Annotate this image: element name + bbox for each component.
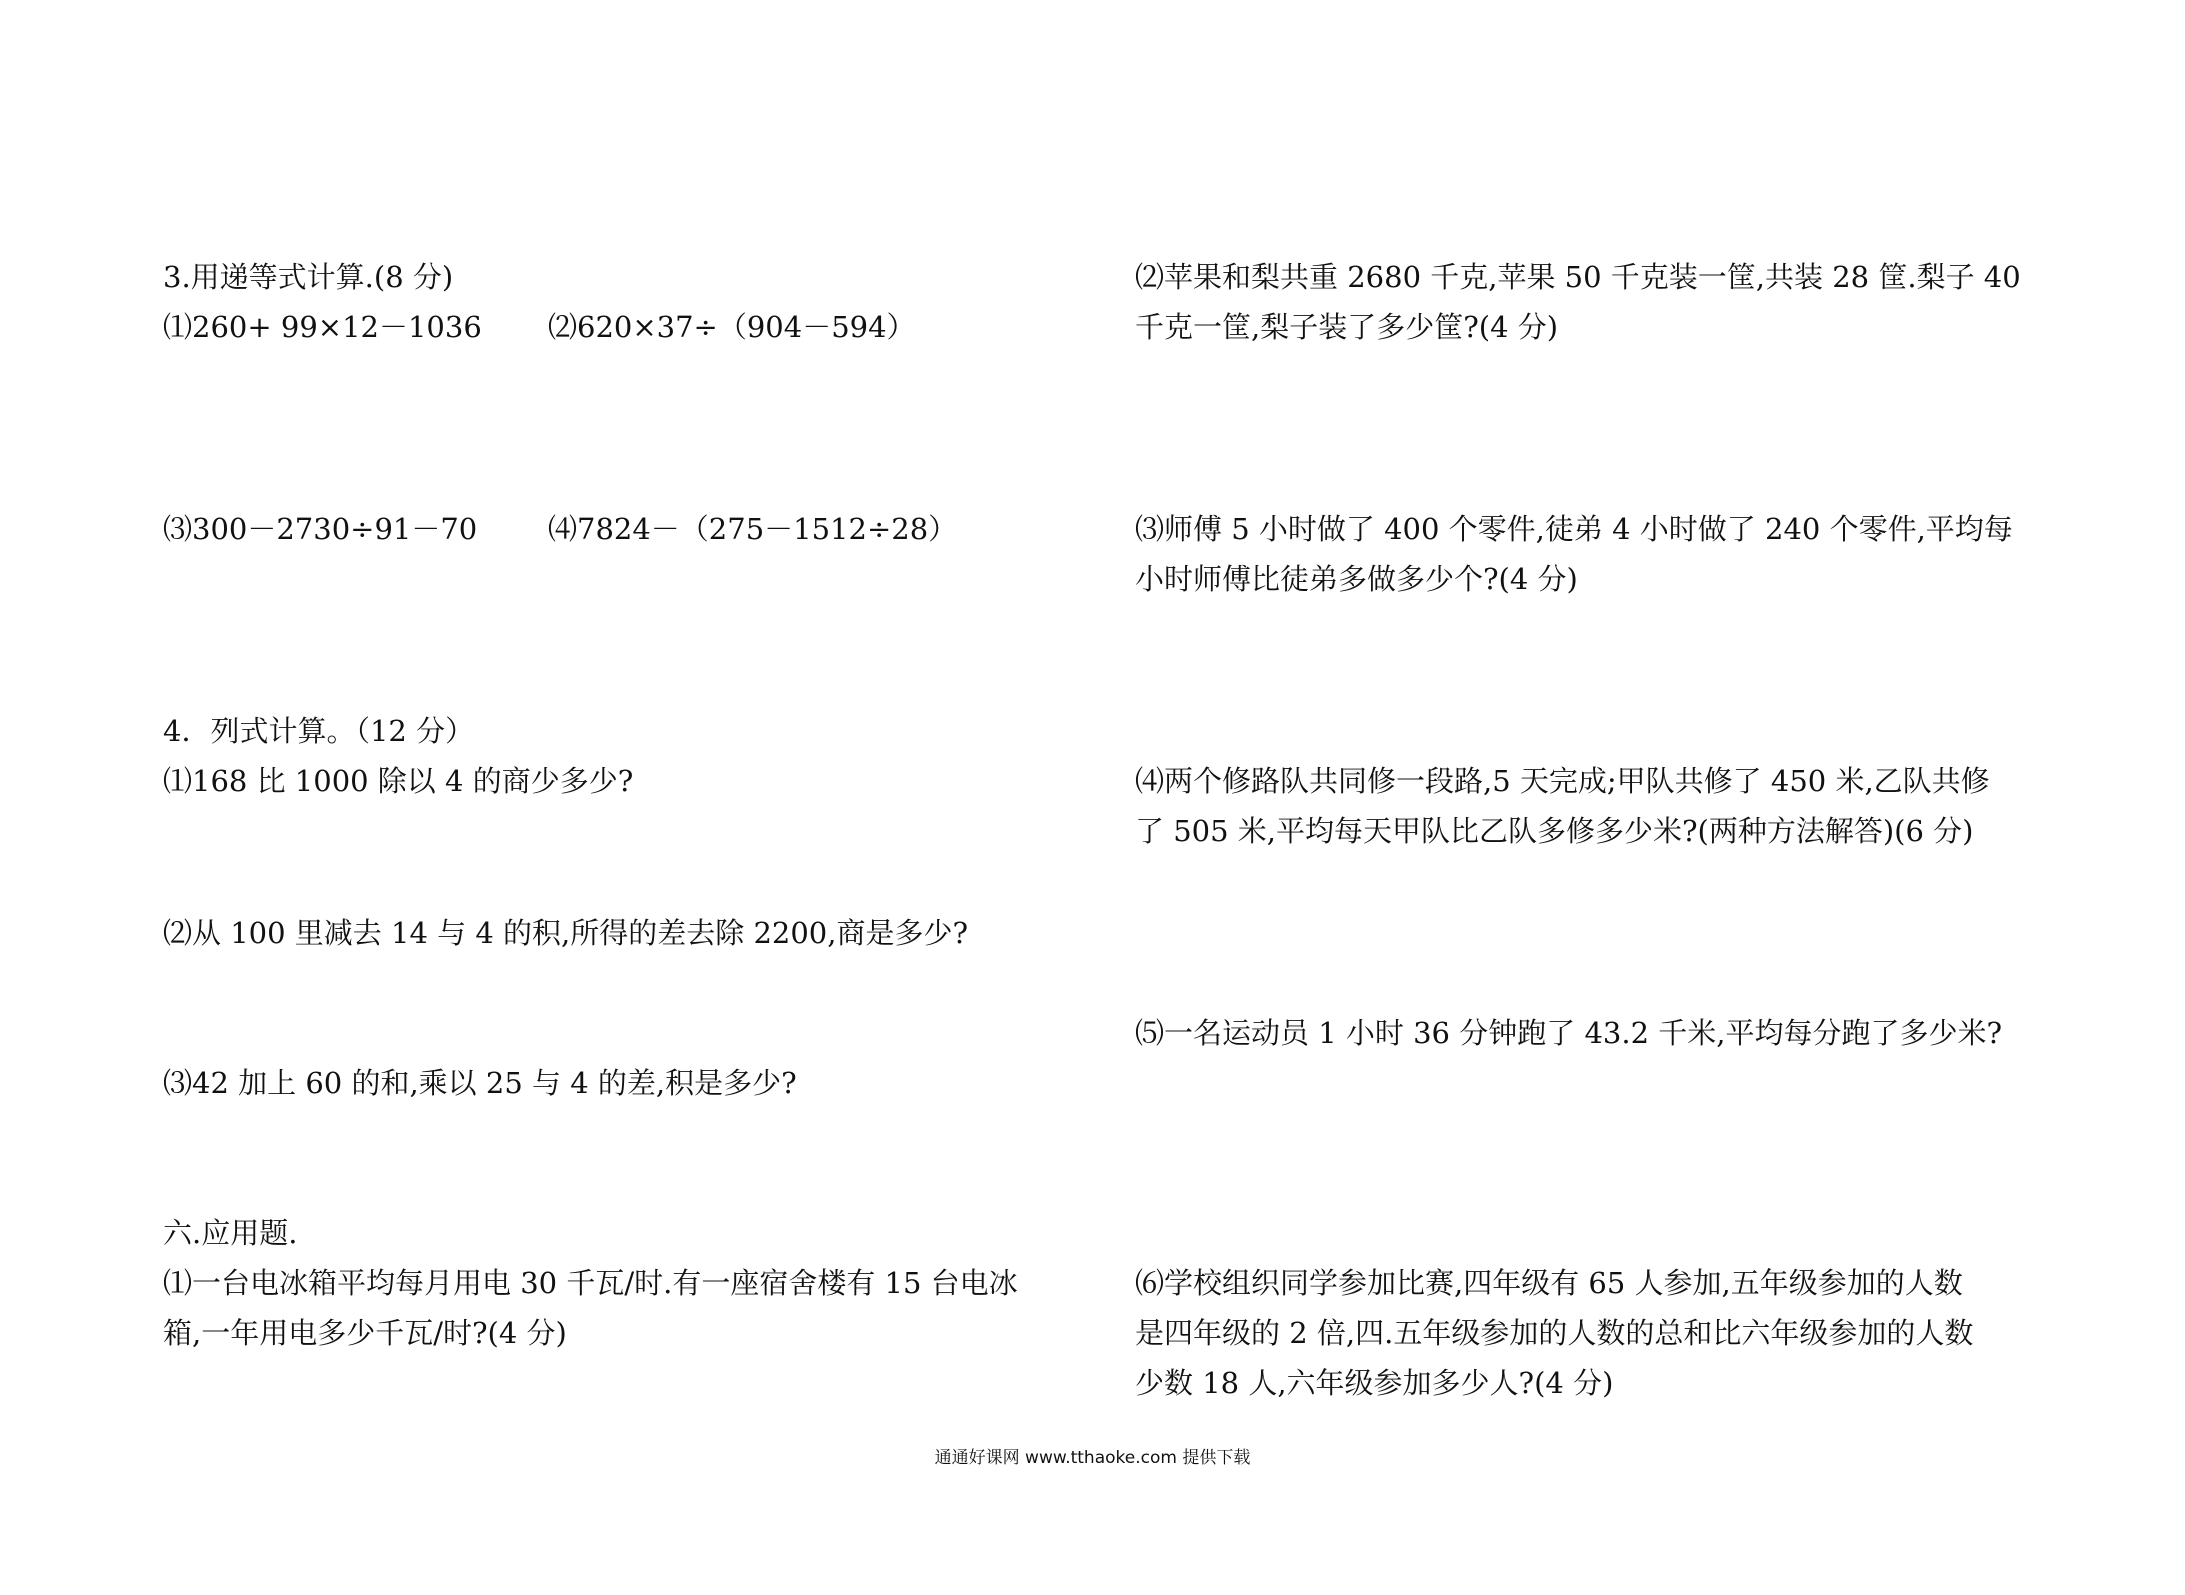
problem-6-line-1: ⑹学校组织同学参加比赛,四年级有 65 人参加,五年级参加的人数 (1135, 1266, 1963, 1300)
section-4-question-2-block (163, 908, 1083, 958)
problem-5-line-1: ⑸一名运动员 1 小时 36 分钟跑了 43.2 千米,平均每分跑了多少米? (1135, 1016, 2002, 1050)
section-3-row-2-block (163, 504, 1083, 554)
section-6 (163, 1208, 1083, 1358)
problem-2-line-1: ⑵苹果和梨共重 2680 千克,苹果 50 千克装一筐,共装 28 筐.梨子 40 (1135, 260, 2021, 294)
problem-3-line-2: 小时师傅比徒弟多做多少个?(4 分) (1135, 562, 1578, 596)
section-6-title: 六.应用题. (163, 1216, 298, 1250)
section-6-question-1-line-1: ⑴一台电冰箱平均每月用电 30 千瓦/时.有一座宿舍楼有 15 台电冰 (163, 1266, 1018, 1300)
problem-6-line-3: 少数 18 人,六年级参加多少人?(4 分) (1135, 1366, 1614, 1400)
expression-3: ⑶300－2730÷91－70 (163, 512, 478, 546)
problem-4 (1135, 756, 2055, 856)
section-6-question-1-line-2: 箱,一年用电多少千瓦/时?(4 分) (163, 1316, 567, 1350)
problem-3-line-1: ⑶师傅 5 小时做了 400 个零件,徒弟 4 小时做了 240 个零件,平均每 (1135, 512, 2013, 546)
expression-2: ⑵620×37÷（904－594） (548, 310, 916, 344)
expression-4: ⑷7824－（275－1512÷28） (548, 512, 958, 546)
section-4-question-1: ⑴168 比 1000 除以 4 的商少多少? (163, 764, 634, 798)
section-4-question-3: ⑶42 加上 60 的和,乘以 25 与 4 的差,积是多少? (163, 1066, 797, 1100)
section-4-title: 4．列式计算。（12 分） (163, 714, 475, 748)
section-3-title: 3.用递等式计算.(8 分) (163, 260, 454, 294)
section-4 (163, 706, 1083, 806)
problem-6-line-2: 是四年级的 2 倍,四.五年级参加的人数的总和比六年级参加的人数 (1135, 1316, 1974, 1350)
problem-4-line-1: ⑷两个修路队共同修一段路,5 天完成;甲队共修了 450 米,乙队共修 (1135, 764, 1990, 798)
section-4-question-2: ⑵从 100 里减去 14 与 4 的积,所得的差去除 2200,商是多少? (163, 916, 969, 950)
problem-5 (1135, 1008, 2055, 1058)
footer-source-note: 通通好课网 www.tthaoke.com 提供下载 (934, 1448, 1251, 1468)
problem-6 (1135, 1258, 2055, 1408)
problem-2 (1135, 252, 2055, 352)
problem-2-line-2: 千克一筐,梨子装了多少筐?(4 分) (1135, 310, 1559, 344)
section-4-question-3-block (163, 1058, 1083, 1108)
problem-3 (1135, 504, 2055, 604)
section-3 (163, 252, 1083, 352)
problem-4-line-2: 了 505 米,平均每天甲队比乙队多修多少米?(两种方法解答)(6 分) (1135, 814, 1974, 848)
section-3-row-2 (163, 504, 1083, 554)
expression-1: ⑴260+ 99×12－1036 (163, 310, 482, 344)
section-3-row-1 (163, 302, 1083, 352)
